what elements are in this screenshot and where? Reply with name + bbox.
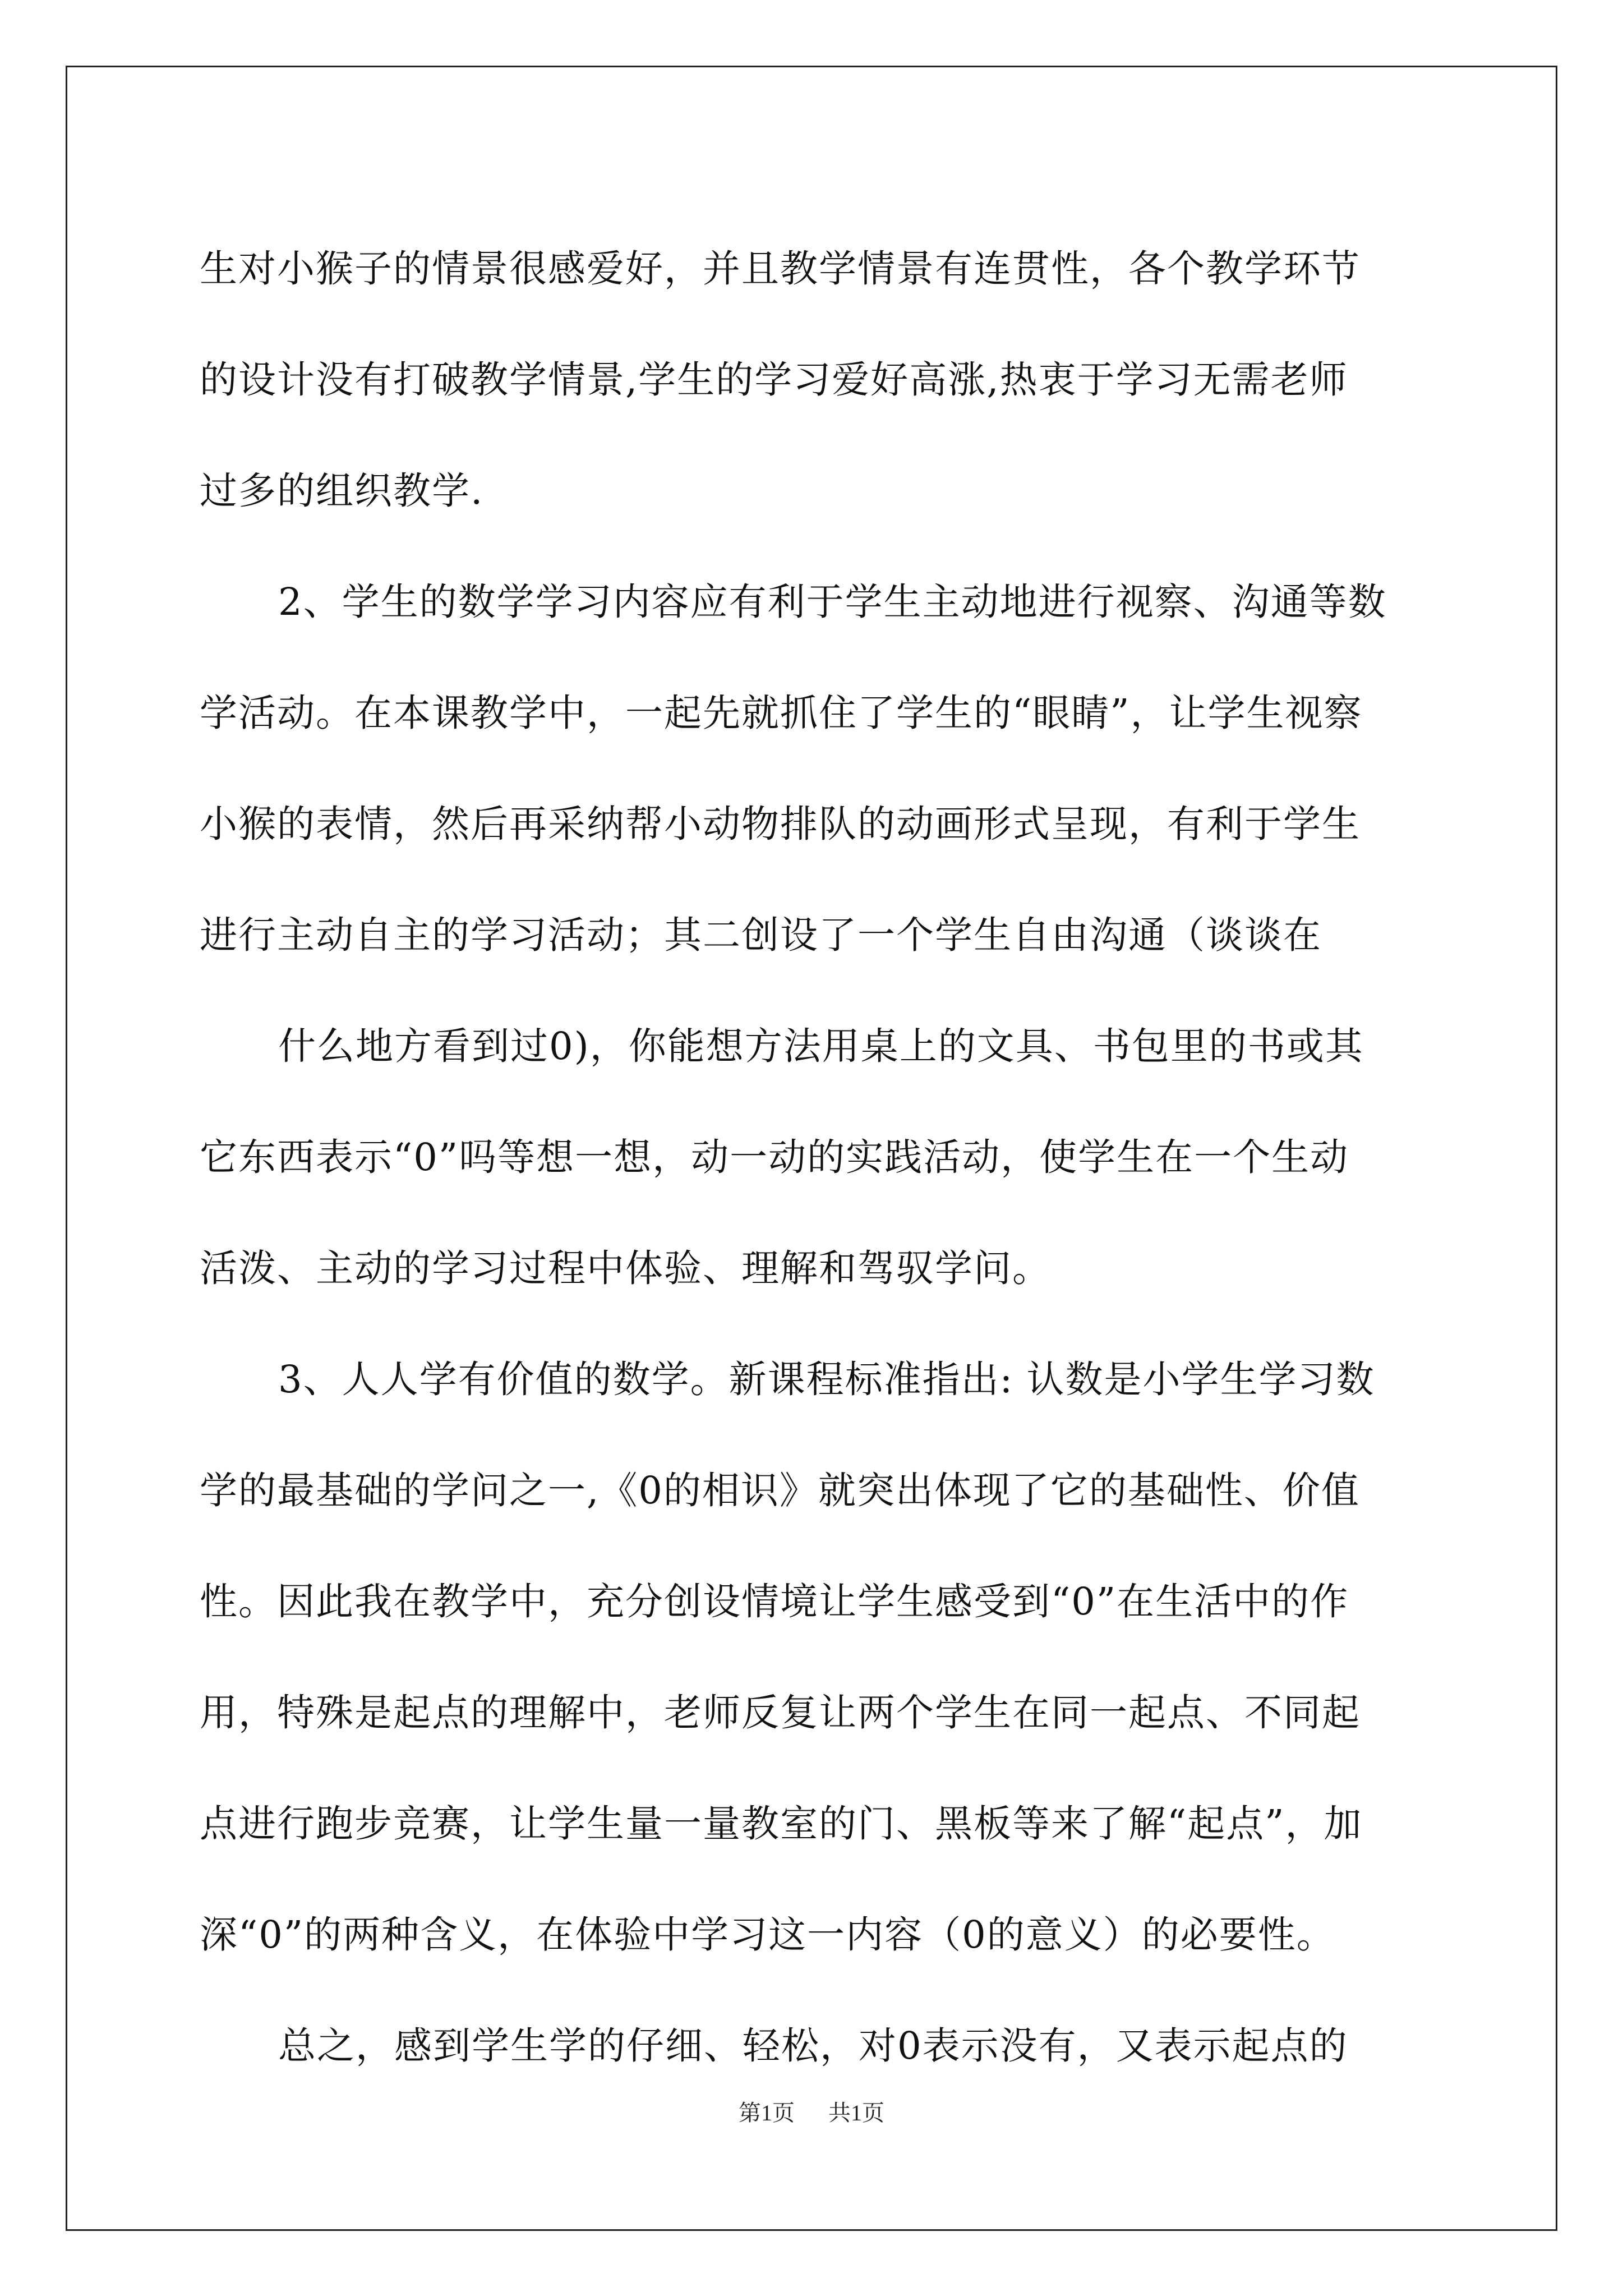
text-line: 3、人人学有价值的数学。新课程标准指出: 认数是小学生学习数 [278, 1358, 1375, 1401]
text-line: 小猴的表情，然后再采纳帮小动物排队的动画形式呈现，有利于学生 [200, 802, 1361, 846]
text-line: 2、学生的数学学习内容应有利于学生主动地进行视察、沟通等数 [278, 580, 1387, 624]
text-line: 总之，感到学生学的仔细、轻松，对0表示没有，又表示起点的 [278, 2024, 1348, 2068]
text-line: 过多的组织教学. [200, 469, 484, 513]
page-footer [0, 2095, 1623, 2127]
document-body [200, 213, 1450, 2101]
page-total: 共1页 [828, 2100, 884, 2125]
text-line: 活泼、主动的学习过程中体验、理解和驾驭学问。 [200, 1246, 1051, 1290]
page-number: 第1页 [739, 2100, 795, 2125]
text-line: 性。因此我在教学中，充分创设情境让学生感受到“0”在生活中的作 [200, 1580, 1349, 1623]
text-line: 深“0”的两种含义，在体验中学习这一内容（0的意义）的必要性。 [200, 1913, 1335, 1957]
text-line: 学的最基础的学问之一,《0的相识》就突出体现了它的基础性、价值 [200, 1469, 1360, 1512]
text-line: 什么地方看到过0)，你能想方法用桌上的文具、书包里的书或其 [278, 1024, 1364, 1068]
text-line: 点进行跑步竞赛，让学生量一量教室的门、黑板等来了解“起点”，加 [200, 1802, 1363, 1846]
text-line: 生对小猴子的情景很感爱好，并且教学情景有连贯性，各个教学环节 [200, 247, 1361, 291]
text-line: 进行主动自主的学习活动；其二创设了一个学生自由沟通（谈谈在 [200, 913, 1322, 957]
text-line: 学活动。在本课教学中，一起先就抓住了学生的“眼睛”，让学生视察 [200, 691, 1363, 735]
text-line: 的设计没有打破教学情景,学生的学习爱好高涨,热衷于学习无需老师 [200, 358, 1348, 402]
text-line: 它东西表示“0”吗等想一想，动一动的实践活动，使学生在一个生动 [200, 1135, 1349, 1179]
text-line: 用，特殊是起点的理解中，老师反复让两个学生在同一起点、不同起 [200, 1691, 1361, 1734]
